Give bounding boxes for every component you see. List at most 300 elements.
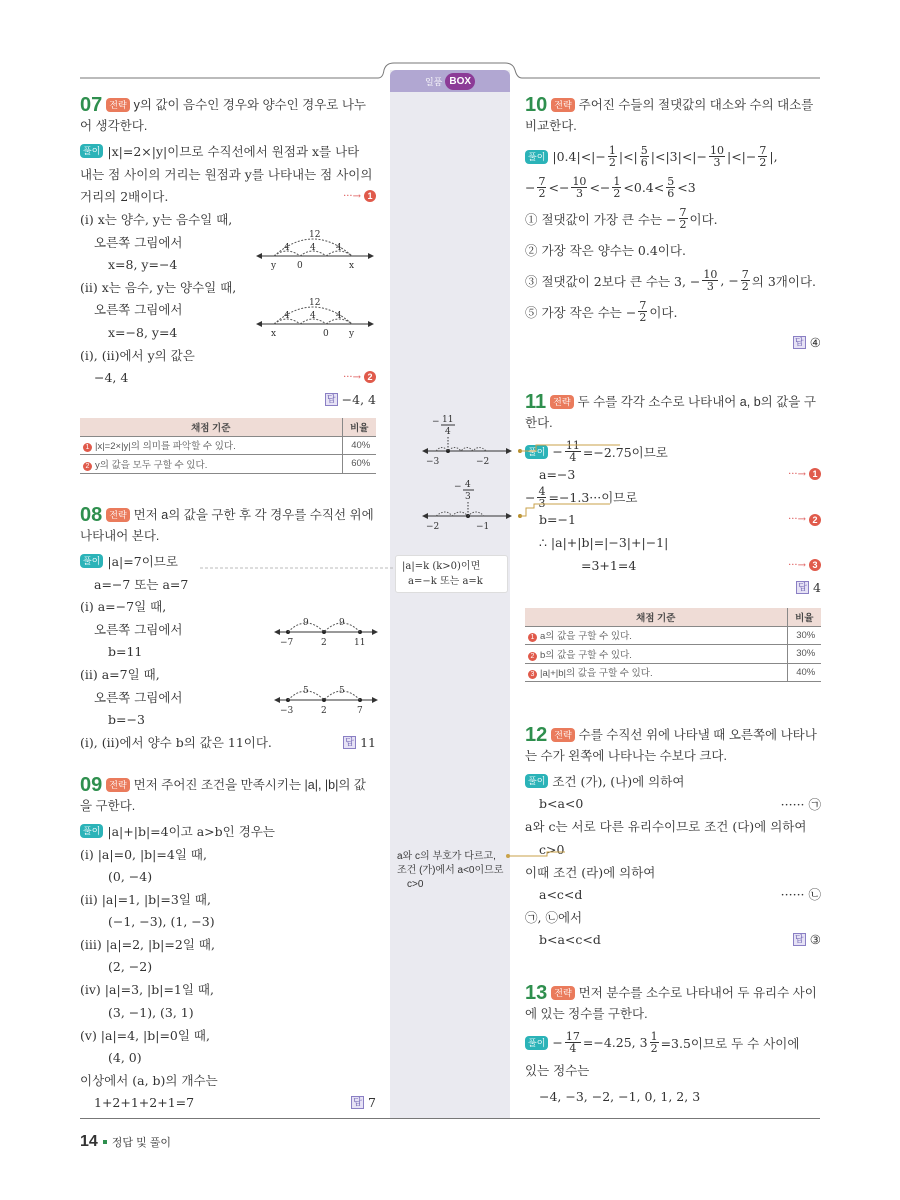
number-line-07-ii — [252, 298, 378, 340]
text-segment: <3 — [677, 180, 696, 195]
step-number-icon: 1 — [809, 468, 821, 480]
number-line-07-i — [252, 230, 378, 272]
text-segment: − — [552, 1035, 563, 1050]
solution-badge: 풀이 — [80, 824, 103, 838]
side-box-column — [390, 70, 510, 1118]
text-line — [80, 163, 376, 186]
numerator: 5 — [667, 175, 675, 188]
fraction — [612, 176, 621, 199]
tip-line: |a|=k (k>0)이면 — [402, 561, 481, 572]
distance-label: 4 — [336, 311, 342, 321]
text-segment: (iv) |a|=3, |b|=1일 때, — [80, 982, 214, 998]
text-segment: (i) |a|=0, |b|=4일 때, — [80, 846, 207, 862]
answer — [796, 580, 821, 595]
text-line — [80, 1023, 376, 1046]
point-label: 2 — [321, 638, 327, 648]
fraction — [679, 207, 688, 230]
strategy-text: 먼저 a의 값을 구한 후 각 경우를 수직선 위에 나타내어 본다. — [80, 508, 374, 543]
question-10 — [525, 95, 821, 358]
question-header — [80, 775, 376, 817]
text-segment: <− — [589, 180, 611, 195]
text-line — [525, 531, 821, 554]
text-line — [80, 1046, 376, 1069]
ratio-header: 비율 — [787, 608, 821, 626]
ratio-header: 비율 — [342, 418, 376, 436]
point-label: −2 — [426, 522, 440, 532]
text-line — [525, 1029, 821, 1056]
ratio-cell: 30% — [787, 645, 821, 664]
step-marker: ···→ 1 — [343, 190, 376, 202]
distance-label: 4 — [310, 243, 316, 253]
text-line — [525, 234, 821, 265]
answer-icon: 답 — [793, 933, 806, 946]
fraction — [638, 300, 647, 323]
text-segment: b=−1 — [539, 512, 576, 528]
answer-icon: 답 — [351, 1096, 364, 1109]
text-segment: (−1, −3), (1, −3) — [108, 914, 215, 930]
point-label: 4 — [465, 480, 471, 490]
text-segment: |a|=7이므로 — [107, 554, 178, 570]
side-box-header — [390, 70, 510, 92]
denominator: 2 — [538, 187, 546, 200]
text-line — [80, 208, 376, 231]
text-segment: ① 절댓값이 가장 큰 수는 − — [525, 211, 677, 227]
answer-icon: 답 — [343, 736, 356, 749]
strategy-text: 주어진 수들의 절댓값의 대소와 수의 대소를 비교한다. — [525, 98, 814, 133]
step-number-icon: 3 — [528, 670, 537, 679]
text-segment: 오른쪽 그림에서 — [94, 622, 183, 638]
text-segment: b<a<c<d — [539, 931, 601, 947]
answer-value: −4, 4 — [341, 392, 376, 408]
text-segment: a와 c는 서로 다른 유리수이므로 조건 (다)에 의하여 — [525, 819, 807, 835]
strategy-badge: 전략 — [551, 728, 574, 742]
numerator: 7 — [759, 144, 767, 157]
page-footer — [80, 1133, 171, 1151]
note-line: c>0 — [407, 879, 424, 890]
text-line — [525, 296, 821, 327]
text-line — [525, 883, 821, 906]
numerator: 10 — [710, 144, 724, 157]
denominator: 6 — [667, 187, 675, 200]
text-line — [80, 843, 376, 866]
text-line — [80, 343, 376, 366]
denominator: 2 — [741, 280, 749, 293]
text-segment: (iii) |a|=2, |b|=2일 때, — [80, 937, 215, 953]
step-number-icon: 1 — [83, 443, 92, 452]
text-segment: (i), (ii)에서 y의 값은 — [80, 347, 195, 363]
point-label: x — [271, 329, 277, 339]
equation-tag: ······ ㉡ — [780, 887, 821, 903]
numerator: 11 — [565, 439, 580, 452]
distance-label: 4 — [310, 311, 316, 321]
text-segment: =−2.75이므로 — [582, 444, 668, 460]
text-line — [525, 1083, 821, 1110]
text-segment: 이다. — [689, 211, 718, 227]
distance-label: 5 — [339, 686, 345, 696]
question-header — [525, 983, 821, 1025]
denominator: 4 — [569, 451, 577, 464]
question-header — [80, 95, 376, 137]
text-line — [80, 978, 376, 1001]
answer-icon: 답 — [325, 393, 338, 406]
question-number: 13 — [525, 982, 548, 1004]
fraction — [741, 269, 750, 292]
text-segment: a=−7 또는 a=7 — [94, 576, 189, 592]
text-segment: =−4.25, 3 — [582, 1035, 648, 1050]
step-marker: ···→ 2 — [343, 371, 376, 383]
text-segment: −4, −3, −2, −1, 0, 1, 2, 3 — [539, 1089, 701, 1104]
numerator: 7 — [639, 299, 647, 312]
point-label: 0 — [323, 329, 329, 339]
answer — [351, 1095, 376, 1110]
equation-tag: ······ ㉠ — [780, 796, 821, 812]
denominator: 3 — [713, 156, 721, 169]
fraction — [702, 269, 718, 292]
text-line — [525, 265, 821, 296]
text-segment: 이다. — [649, 304, 678, 320]
point-label: −1 — [476, 522, 490, 532]
distance-label: 4 — [284, 311, 290, 321]
text-segment: ② 가장 작은 양수는 0.4이다. — [525, 242, 686, 258]
step-number-icon: 2 — [83, 462, 92, 471]
distance-label: 9 — [339, 618, 345, 628]
question-number: 07 — [80, 94, 103, 116]
text-segment: − — [552, 444, 563, 459]
bullet-icon — [103, 1140, 107, 1144]
ratio-cell: 60% — [342, 455, 376, 474]
numerator: 7 — [741, 268, 749, 281]
question-09 — [80, 775, 376, 1114]
text-line — [80, 1069, 376, 1092]
point-label: 2 — [321, 706, 327, 716]
distance-label: 9 — [303, 618, 309, 628]
table-row — [80, 436, 376, 455]
text-segment: ∴ |a|+|b|=|−3|+|−1| — [539, 534, 669, 550]
point-label: −2 — [476, 457, 490, 467]
point-label: y — [349, 329, 355, 339]
diagram-mark — [436, 512, 484, 516]
question-header — [80, 505, 376, 547]
criteria-text: y의 값을 모두 구할 수 있다. — [95, 459, 208, 471]
question-header — [525, 725, 821, 767]
note-line: a와 c의 부호가 다르고, — [397, 851, 496, 862]
text-segment: 이때 조건 (라)에 의하여 — [525, 864, 656, 880]
criteria-cell — [525, 645, 787, 664]
numerator: 1 — [608, 144, 616, 157]
text-line — [80, 820, 376, 843]
tip-line: a=−k 또는 a=k — [408, 576, 483, 587]
solution-lines — [80, 820, 376, 1114]
footer-title: 정답 및 풀이 — [111, 1137, 172, 1149]
question-number: 08 — [80, 504, 103, 526]
text-line — [525, 1056, 821, 1083]
text-segment: |<|− — [727, 149, 757, 164]
text-segment: ㉠, ㉡에서 — [525, 909, 583, 925]
text-segment: 이상에서 (a, b)의 개수는 — [80, 1072, 218, 1088]
denominator: 2 — [650, 1042, 658, 1055]
number-line-11-b — [420, 477, 530, 533]
text-segment: c>0 — [539, 841, 565, 857]
text-segment: (i) a=−7일 때, — [80, 599, 167, 615]
connector-line — [200, 560, 400, 574]
point-label: y — [271, 261, 277, 271]
text-line — [525, 203, 821, 234]
answer — [793, 932, 821, 947]
text-segment: ⑤ 가장 작은 수는 − — [525, 304, 637, 320]
answer-value: 7 — [368, 1094, 376, 1110]
text-segment: (i) x는 양수, y는 음수일 때, — [80, 212, 233, 228]
strategy-badge: 전략 — [106, 98, 129, 112]
text-segment: 오른쪽 그림에서 — [94, 689, 183, 705]
text-line — [80, 389, 376, 412]
side-note — [397, 850, 509, 892]
side-box-prefix: 일품 — [424, 76, 443, 87]
denominator: 6 — [640, 156, 648, 169]
question-12 — [525, 725, 821, 951]
answer-value: ④ — [809, 335, 821, 350]
text-line — [80, 1001, 376, 1024]
ratio-cell: 30% — [787, 626, 821, 645]
answer — [793, 335, 821, 350]
text-segment: |, — [769, 149, 778, 164]
solution-badge: 풀이 — [525, 1036, 548, 1050]
point-label: x — [349, 261, 355, 271]
fraction — [537, 176, 546, 199]
point-label: 4 — [445, 427, 451, 437]
step-marker: ···→ 1 — [788, 468, 821, 480]
strategy-badge: 전략 — [550, 395, 573, 409]
criteria-cell — [80, 436, 342, 455]
text-segment: =3+1=4 — [581, 557, 637, 573]
question-13 — [525, 983, 821, 1110]
bottom-rule — [80, 1118, 820, 1119]
text-segment: 내는 점 사이의 거리는 원점과 y를 나타내는 점 사이의 — [80, 166, 373, 182]
text-segment: − — [525, 489, 536, 505]
text-line — [80, 366, 376, 389]
ratio-cell: 40% — [342, 436, 376, 455]
numerator: 4 — [538, 484, 546, 498]
solution-lines — [80, 140, 376, 411]
step-number-icon: 2 — [809, 514, 821, 526]
text-segment: 조건 (가), (나)에 의하여 — [552, 774, 685, 790]
point-label: 7 — [357, 706, 363, 716]
distance-label: 4 — [336, 243, 342, 253]
table-row — [80, 455, 376, 474]
text-segment: (3, −1), (3, 1) — [108, 1004, 194, 1020]
distance-label: 12 — [309, 230, 321, 240]
text-line — [80, 1091, 376, 1114]
denominator: 2 — [613, 187, 621, 200]
text-line — [80, 933, 376, 956]
text-line — [525, 770, 821, 793]
answer-value: 4 — [813, 580, 821, 596]
step-number-icon: 2 — [364, 371, 376, 383]
fraction — [758, 145, 767, 168]
number-line-08-i — [272, 614, 380, 648]
numerator: 7 — [679, 206, 687, 219]
denominator: 2 — [679, 218, 687, 231]
question-number: 11 — [525, 391, 547, 413]
sign-label: − — [454, 482, 462, 492]
diagram-mark — [436, 448, 486, 452]
criteria-text: b의 값을 구할 수 있다. — [540, 649, 632, 661]
connector-lines — [520, 440, 660, 520]
ratio-cell: 40% — [787, 663, 821, 682]
answer-value: 11 — [360, 734, 376, 750]
text-segment: b=−3 — [108, 711, 145, 727]
table-row — [525, 663, 821, 682]
scoring-table-11 — [525, 608, 821, 682]
text-segment: (i), (ii)에서 양수 b의 값은 11이다. — [80, 735, 272, 751]
text-segment: x=8, y=−4 — [108, 256, 178, 272]
text-segment: , − — [720, 273, 739, 288]
point-label: −3 — [426, 457, 440, 467]
scoring-table-07 — [80, 418, 376, 474]
text-segment: |a|+|b|=4이고 a>b인 경우는 — [107, 824, 275, 840]
denominator: 3 — [575, 187, 583, 200]
denominator: 2 — [759, 156, 767, 169]
numerator: 17 — [565, 1030, 580, 1043]
text-segment: <0.4< — [623, 180, 665, 195]
text-line — [80, 910, 376, 933]
answer-icon: 답 — [793, 336, 806, 349]
criteria-text: |a|+|b|의 값을 구할 수 있다. — [540, 668, 653, 680]
table-row — [525, 645, 821, 664]
distance-label: 5 — [303, 686, 309, 696]
point-label: −3 — [280, 706, 294, 716]
text-line — [525, 327, 821, 358]
text-segment: (0, −4) — [108, 868, 153, 884]
text-segment: |x|=2×|y|이므로 수직선에서 원점과 x를 나타 — [107, 144, 360, 160]
text-segment: − — [525, 180, 536, 195]
solution-lines — [525, 1029, 821, 1110]
step-marker: ···→ 3 — [788, 559, 821, 571]
sign-label: − — [432, 417, 440, 427]
answer-icon: 답 — [796, 581, 809, 594]
text-line — [525, 906, 821, 929]
text-segment: (2, −2) — [108, 959, 153, 975]
numerator: 7 — [538, 175, 546, 188]
text-segment: |0.4|<|− — [552, 149, 606, 164]
point-label: 3 — [465, 492, 471, 502]
criteria-cell — [525, 663, 787, 682]
text-segment: (ii) |a|=1, |b|=3일 때, — [80, 892, 211, 908]
text-segment: (4, 0) — [108, 1049, 142, 1065]
criteria-cell — [80, 455, 342, 474]
text-segment: 오른쪽 그림에서 — [94, 234, 183, 250]
numerator: 5 — [640, 144, 648, 157]
text-line — [525, 860, 821, 883]
text-segment: =−1.3···이므로 — [548, 490, 638, 506]
page-number: 14 — [80, 1133, 98, 1150]
criteria-header: 채점 기준 — [525, 608, 787, 626]
step-marker: ···→ 2 — [788, 514, 821, 526]
step-number-icon: 3 — [809, 559, 821, 571]
text-segment: (v) |a|=4, |b|=0일 때, — [80, 1027, 210, 1043]
denominator: 3 — [538, 496, 546, 510]
box-badge: BOX — [445, 73, 475, 90]
table-row — [525, 626, 821, 645]
text-segment: 1+2+1+2+1=7 — [94, 1094, 195, 1110]
text-segment: b=11 — [108, 644, 143, 660]
connector-line — [505, 848, 575, 862]
text-line — [525, 554, 821, 577]
text-line — [80, 185, 376, 208]
question-header — [525, 392, 821, 434]
strategy-badge: 전략 — [551, 986, 574, 1000]
distance-label: 12 — [309, 298, 321, 308]
text-segment: <− — [548, 180, 570, 195]
denominator: 3 — [706, 280, 714, 293]
text-line — [80, 956, 376, 979]
fraction — [666, 176, 675, 199]
point-label: −7 — [280, 638, 294, 648]
solution-badge: 풀이 — [80, 144, 103, 158]
strategy-text: 수를 수직선 위에 나타낼 때 오른쪽에 나타나는 수가 왼쪽에 나타나는 수보다 크다. — [525, 728, 817, 763]
question-number: 10 — [525, 94, 548, 116]
diagram-mark — [520, 445, 620, 451]
numerator: 1 — [613, 175, 621, 188]
text-segment: ③ 절댓값이 2보다 큰 수는 3, − — [525, 273, 701, 289]
text-segment: b<a<0 — [539, 796, 584, 812]
solution-badge: 풀이 — [525, 150, 548, 164]
fraction — [640, 145, 649, 168]
tip-box — [395, 555, 508, 593]
solution-badge: 풀이 — [525, 774, 548, 788]
criteria-header: 채점 기준 — [80, 418, 342, 436]
point-label: 11 — [442, 415, 454, 425]
text-line — [525, 141, 821, 172]
number-line-11-a — [420, 412, 530, 468]
criteria-text: a의 값을 구할 수 있다. — [540, 631, 632, 643]
text-segment: =3.5이므로 두 수 사이에 — [660, 1035, 800, 1051]
solution-lines — [525, 141, 821, 358]
text-segment: 있는 정수는 — [525, 1062, 590, 1078]
text-line — [80, 731, 376, 754]
point-label: 11 — [354, 638, 366, 648]
criteria-text: |x|=2×|y|의 의미를 파악할 수 있다. — [95, 441, 236, 453]
text-segment: |<| — [618, 149, 638, 164]
strategy-text: y의 값이 음수인 경우와 양수인 경우로 나누어 생각한다. — [80, 98, 367, 133]
solution-badge: 풀이 — [525, 445, 548, 459]
text-line — [80, 140, 376, 163]
solution-lines — [80, 550, 376, 753]
numerator: 1 — [650, 1030, 658, 1043]
answer — [325, 392, 376, 407]
question-header — [525, 95, 821, 137]
step-number-icon: 1 — [528, 633, 537, 642]
denominator: 4 — [569, 1042, 577, 1055]
answer — [343, 735, 376, 750]
criteria-cell — [525, 626, 787, 645]
numerator: 10 — [703, 268, 718, 281]
step-number-icon: 1 — [364, 190, 376, 202]
strategy-text: 두 수를 각각 소수로 나타내어 a, b의 값을 구한다. — [525, 395, 816, 430]
fraction — [565, 1031, 581, 1054]
strategy-badge: 전략 — [106, 508, 129, 522]
text-line — [80, 276, 376, 299]
strategy-badge: 전략 — [551, 98, 574, 112]
text-line — [525, 815, 821, 838]
text-segment: |<|3|<|− — [650, 149, 707, 164]
fraction — [650, 1031, 659, 1054]
fraction — [571, 176, 587, 199]
text-line — [525, 928, 821, 951]
diagram-mark — [520, 504, 610, 516]
point-label: 0 — [297, 261, 303, 271]
fraction — [709, 145, 725, 168]
text-segment: (ii) a=7일 때, — [80, 667, 160, 683]
